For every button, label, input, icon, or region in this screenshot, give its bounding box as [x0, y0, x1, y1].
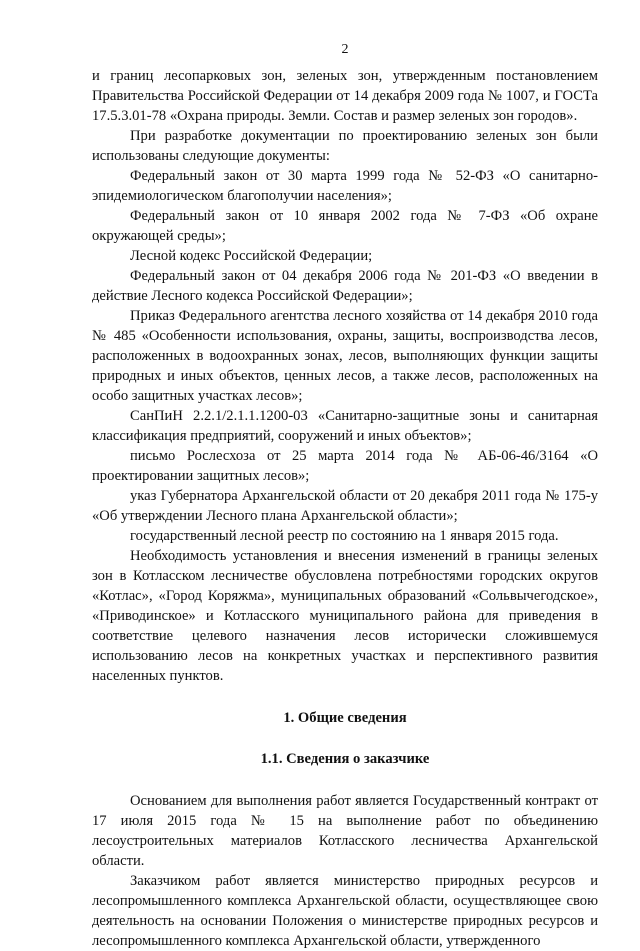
document-item-5: Приказ Федерального агентства лесного хозяйства от 14 декабря 2010 года № 485 «Особенности использования, охраны, защиты, воспроизводства лесов, расположенных в водоохранных зонах, лесов, выполняющих функции защиты природных и иных объектов, ценных лесов, а также лесов, расположенных на особо защитных участках лесов»;	[92, 308, 598, 404]
document-item-9: государственный лесной реестр по состоянию на 1 января 2015 года.	[130, 528, 559, 544]
document-item-1: Федеральный закон от 30 марта 1999 года № 52-ФЗ «О санитарно-эпидемиологическом благополучии населения»;	[92, 168, 598, 204]
page-number: 2	[341, 42, 349, 57]
document-item-4: Федеральный закон от 04 декабря 2006 года № 201-ФЗ «О введении в действие Лесного кодекса Российской Федерации»;	[92, 268, 598, 304]
document-item-3: Лесной кодекс Российской Федерации;	[130, 248, 373, 264]
basis-paragraph: Основанием для выполнения работ является Государственный контракт от 17 июля 2015 года № 15 на выполнение работ по объединению лесоустроительных материалов Котласского лесничества Архангельской области.	[92, 793, 598, 869]
section-title: 1. Общие сведения	[283, 710, 407, 726]
intro-continuation: и границ лесопарковых зон, зеленых зон, утвержденным постановлением Правительства Российской Федерации от 14 декабря 2009 года № 1007, и ГОСТа 17.5.3.01-78 «Охрана природы. Земли. Состав и размер зеленых зон городов».	[92, 68, 598, 124]
document-item-8: указ Губернатора Архангельской области от 20 декабря 2011 года № 175-у «Об утверждении Лесного плана Архангельской области»;	[92, 488, 598, 524]
document-item-6: СанПиН 2.2.1/2.1.1.1200-03 «Санитарно-защитные зоны и санитарная классификация предприятий, сооружений и иных объектов»;	[92, 408, 598, 444]
subsection-title: 1.1. Сведения о заказчике	[260, 751, 430, 767]
document-item-7: письмо Рослесхоза от 25 марта 2014 года № АБ-06-46/3164 «О проектировании защитных лесов»;	[92, 448, 598, 484]
customer-paragraph: Заказчиком работ является министерство природных ресурсов и лесопромышленного комплекса Архангельской области, осуществляющее свою деятельность на основании Положения о министерстве природных ресурсов и лесопромышленного комплекса Архангельской области, утвержденного	[92, 873, 598, 949]
necessity-paragraph: Необходимость установления и внесения изменений в границы зеленых зон в Котласском лесничестве обусловлена потребностями городских округов «Котлас», «Город Коряжма», муниципальных образований «Сольвычегодское», «Приводинское» и Котласского муниципального района для приведения в соответствие целевого назначения лесов исторически сложившемуся использованию лесов на конкретных участках и перспективного развития населенных пунктов.	[92, 548, 598, 684]
document-item-2: Федеральный закон от 10 января 2002 года № 7-ФЗ «Об охране окружающей среды»;	[92, 208, 598, 244]
documents-intro: При разработке документации по проектированию зеленых зон были использованы следующие документы:	[92, 128, 598, 164]
